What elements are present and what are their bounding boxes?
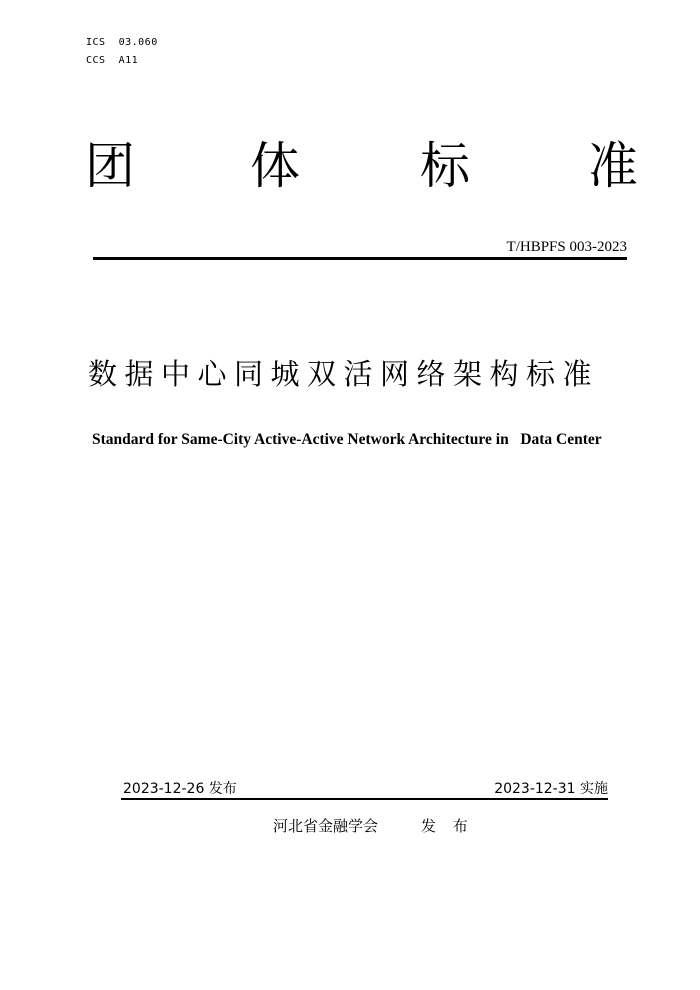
publisher-name: 河北省金融学会 — [273, 817, 379, 835]
header-divider — [93, 257, 627, 260]
issue-date: 2023-12-26 发布 — [123, 781, 237, 797]
ics-code: ICS 03.060 — [86, 37, 158, 48]
standard-type-char-4: 准 — [588, 137, 638, 195]
publish-label: 发 布 — [421, 817, 474, 835]
footer-divider — [121, 798, 608, 800]
english-title: Standard for Same-City Active-Active Network Architecture in Data Center — [92, 431, 602, 448]
standard-number: T/HBPFS 003-2023 — [506, 239, 627, 255]
chinese-title: 数据中心同城双活网络架构标准 — [88, 357, 600, 391]
standard-type-char-1: 团 — [85, 137, 135, 195]
standard-type-char-2: 体 — [250, 137, 300, 195]
implementation-date: 2023-12-31 实施 — [494, 781, 608, 797]
ccs-code: CCS A11 — [86, 55, 139, 66]
standard-type-char-3: 标 — [420, 137, 470, 195]
